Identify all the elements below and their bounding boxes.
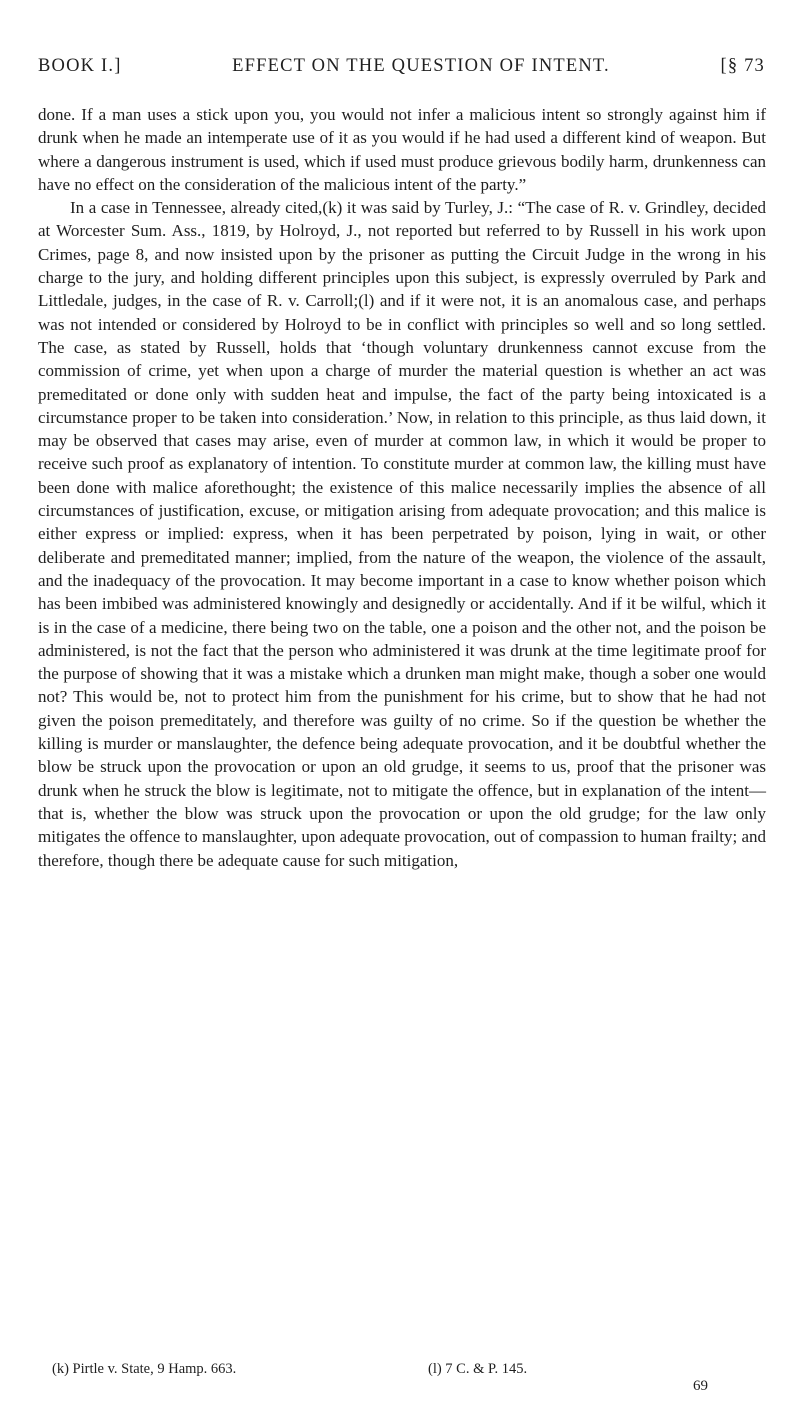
running-header bbox=[38, 56, 765, 77]
header-book: BOOK I.] bbox=[38, 56, 122, 76]
footnote-k: (k) Pirtle v. State, 9 Hamp. 663. bbox=[52, 1361, 237, 1377]
paragraph-2: In a case in Tennessee, already cited,(k) it was said by Turley, J.: “The case of R. v. Grindley, decided at Worcester Sum. Ass., 1819, by Holroyd, J., not reported but referred to by Russell in his work upon Crimes, page 8, and now insisted upon by the prisoner as putting the Circuit Judge in the wrong in his charge to the jury, and holding different principles upon this subject, is expressly overruled by Park and Littledale, judges, in the case of R. v. Carroll;(l) and if it were not, it is an anomalous case, and perhaps was not intended or considered by Holroyd to be in conflict with principles so well and so long settled. The case, as stated by Russell, holds that ‘though voluntary drunkenness cannot excuse from the commission of crime, yet when upon a charge of murder the material question is whether an act was premeditated or done only with sudden heat and impulse, the fact of the party being intoxicated is a circumstance proper to be taken into consideration.’ Now, in relation to this principle, as thus laid down, it may be observed that cases may arise, even of murder at common law, in which it would be proper to receive such proof as explanatory of intention. To constitute murder at common law, the killing must have been done with malice aforethought; the existence of this malice necessarily implies the absence of all circumstances of justification, excuse, or mitigation arising from adequate provocation; and this malice is either express or implied: express, when it has been perpetrated by poison, lying in wait, or other deliberate and premeditated manner; implied, from the nature of the weapon, the violence of the assault, and the inadequacy of the provocation. It may become important in a case to know whether poison which has been imbibed was administered knowingly and designedly or accidentally. And if it be wilful, which it is in the case of a medicine, there being two on the table, one a poison and the other not, and the poison be administered, is not the fact that the person who administered it was drunk at the time legitimate proof for the purpose of showing that it was a mistake which a drunken man might make, though a sober one would not? This would be, not to protect him from the punishment for his crime, but to show that he had not given the poison premeditately, and therefore was guilty of no crime. So if the question be whether the killing is murder or manslaughter, the defence being adequate provocation, and it be doubtful whether the blow be struck upon the provocation or upon an old grudge, it seems to us, proof that the prisoner was drunk when he struck the blow is legitimate, not to mitigate the offence, but in explanation of the intent—that is, whether the blow was struck upon the provocation or upon the old grudge; for the law only mitigates the offence to manslaughter, upon adequate provocation, out of compassion to human frailty; and therefore, though there be adequate cause for such mitigation, bbox=[38, 198, 766, 870]
footnotes bbox=[38, 1360, 766, 1378]
header-section: [§ 73 bbox=[720, 56, 765, 76]
body-text bbox=[38, 103, 766, 872]
page-number: 69 bbox=[693, 1378, 708, 1394]
footnote-l: (l) 7 C. & P. 145. bbox=[428, 1361, 528, 1377]
header-title: EFFECT ON THE QUESTION OF INTENT. bbox=[232, 56, 610, 76]
paragraph-1: done. If a man uses a stick upon you, you would not infer a malicious intent so strongly against him if drunk when he made an intemperate use of it as you would if he had used a different kind of weapon. But where a dangerous instrument is used, which if used must produce grievous bodily harm, drunkenness can have no effect on the consideration of the malicious intent of the party.” bbox=[38, 105, 766, 194]
